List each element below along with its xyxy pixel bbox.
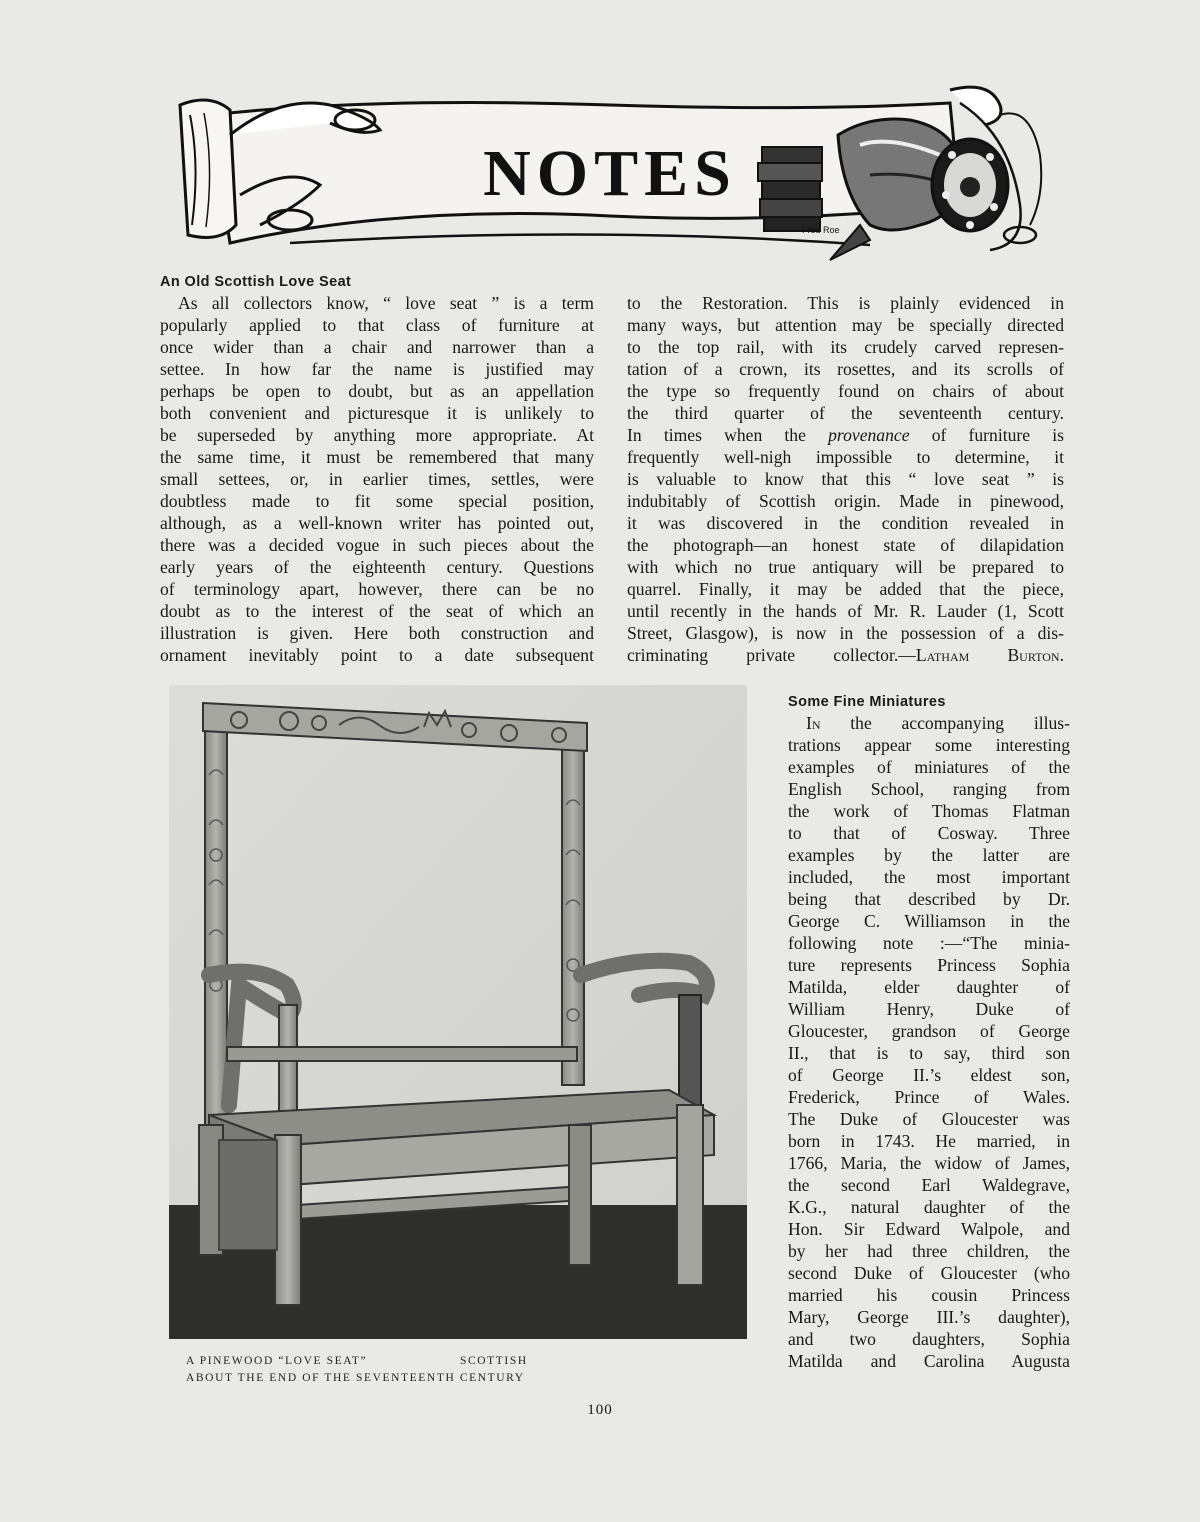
- text-line: examples of miniatures of the: [788, 757, 1070, 777]
- text-line: being that described by Dr.: [788, 889, 1070, 909]
- text-line: by her had three children, the: [788, 1241, 1070, 1261]
- article-heading-miniatures: Some Fine Miniatures: [788, 694, 946, 710]
- drop-word: In: [806, 713, 821, 733]
- text-line: included, the most important: [788, 867, 1070, 887]
- text-line: and two daughters, Sophia: [788, 1329, 1070, 1349]
- text-line: frequently well-nigh impossible to determine, it: [627, 447, 1064, 467]
- text-line: until recently in the hands of Mr. R. Lauder (1, Scott: [627, 601, 1064, 621]
- text-line: popularly applied to that class of furniture at: [160, 315, 594, 335]
- text-line: Matilda, elder daughter of: [788, 977, 1070, 997]
- text-line: English School, ranging from: [788, 779, 1070, 799]
- text-line-signoff: criminating private collector.—Latham Burton.: [627, 645, 1064, 665]
- text-line: indubitably of Scottish origin. Made in pinewood,: [627, 491, 1064, 511]
- text-line: trations appear some interesting: [788, 735, 1070, 755]
- text-line: to the top rail, with its crudely carved represen-: [627, 337, 1064, 357]
- text-line: the work of Thomas Flatman: [788, 801, 1070, 821]
- text-line: the second Earl Waldegrave,: [788, 1175, 1070, 1195]
- text-line: George C. Williamson in the: [788, 911, 1070, 931]
- text-line: illustration is given. Here both construction and: [160, 623, 594, 643]
- text-line: to the Restoration. This is plainly evidenced in: [627, 293, 1064, 313]
- text-line: is valuable to know that this “ love seat ” is: [627, 469, 1064, 489]
- text-line: ture represents Princess Sophia: [788, 955, 1070, 975]
- text-line: II., that is to say, third son: [788, 1043, 1070, 1063]
- text-line: following note :—“The minia-: [788, 933, 1070, 953]
- text-line: 1766, Maria, the widow of James,: [788, 1153, 1070, 1173]
- text-line: both convenient and picturesque it is unlikely to: [160, 403, 594, 423]
- photo-caption-line1-right: SCOTTISH: [460, 1355, 528, 1367]
- text-line-provenance: In times when the provenance of furniture is: [627, 425, 1064, 445]
- provenance-italic: provenance: [828, 425, 910, 445]
- author-name: Latham Burton: [915, 645, 1060, 665]
- text-line: K.G., natural daughter of the: [788, 1197, 1070, 1217]
- text-line: settee. In how far the name is justified may: [160, 359, 594, 379]
- text-line: the photograph—an honest state of dilapidation: [627, 535, 1064, 555]
- banner-title: NOTES: [483, 137, 737, 210]
- text-line: quarrel. Finally, it may be added that the piece,: [627, 579, 1064, 599]
- notes-banner-illustration: [170, 75, 1050, 265]
- text-line: Hon. Sir Edward Walpole, and: [788, 1219, 1070, 1239]
- text-line: the type so frequently found on chairs of about: [627, 381, 1064, 401]
- artist-signature: Fred Roe: [802, 225, 840, 235]
- text-line: The Duke of Gloucester was: [788, 1109, 1070, 1129]
- text-line: perhaps be open to doubt, but as an appellation: [160, 381, 594, 401]
- text-line: doubtless made to fit some special position,: [160, 491, 594, 511]
- text-line: As all collectors know, “ love seat ” is a term: [178, 293, 594, 313]
- text-line: Street, Glasgow), is now in the possession of a dis-: [627, 623, 1064, 643]
- text-line: born in 1743. He married, in: [788, 1131, 1070, 1151]
- text-line: of George II.’s eldest son,: [788, 1065, 1070, 1085]
- love-seat-photograph: [169, 685, 747, 1339]
- text-line: it was discovered in the condition revealed in: [627, 513, 1064, 533]
- text-line: the third quarter of the seventeenth century.: [627, 403, 1064, 423]
- text-line: to that of Cosway. Three: [788, 823, 1070, 843]
- text-line: tation of a crown, its rosettes, and its scrolls of: [627, 359, 1064, 379]
- text-line: Gloucester, grandson of George: [788, 1021, 1070, 1041]
- text-line: there was a decided vogue in such pieces about the: [160, 535, 594, 555]
- text-line: examples by the latter are: [788, 845, 1070, 865]
- text-line: Mary, George III.’s daughter),: [788, 1307, 1070, 1327]
- text-line: the same time, it must be remembered that many: [160, 447, 594, 467]
- article-heading-love-seat: An Old Scottish Love Seat: [160, 274, 352, 290]
- text-line: early years of the eighteenth century. Questions: [160, 557, 594, 577]
- text-line: be superseded by anything more appropriate. At: [160, 425, 594, 445]
- text-line: although, as a well-known writer has pointed out,: [160, 513, 594, 533]
- page-number: 100: [587, 1402, 613, 1418]
- photo-caption-line2: ABOUT THE END OF THE SEVENTEENTH CENTURY: [186, 1372, 525, 1384]
- text-line: of terminology apart, however, there can be no: [160, 579, 594, 599]
- text-line: William Henry, Duke of: [788, 999, 1070, 1019]
- text-line: small settees, or, in earlier times, settles, were: [160, 469, 594, 489]
- text-line: many ways, but attention may be specially directed: [627, 315, 1064, 335]
- text-line: married his cousin Princess: [788, 1285, 1070, 1305]
- text-line: Matilda and Carolina Augusta: [788, 1351, 1070, 1371]
- text-line: doubt as to the interest of the seat of which an: [160, 601, 594, 621]
- text-line-first: In the accompanying illus-: [806, 713, 1070, 733]
- text-line: second Duke of Gloucester (who: [788, 1263, 1070, 1283]
- text-line: Frederick, Prince of Wales.: [788, 1087, 1070, 1107]
- text-line: ornament inevitably point to a date subsequent: [160, 645, 594, 665]
- photo-caption-line1-left: A PINEWOOD “LOVE SEAT”: [186, 1355, 368, 1367]
- text-line: with which no true antiquary will be prepared to: [627, 557, 1064, 577]
- text-line: once wider than a chair and narrower than a: [160, 337, 594, 357]
